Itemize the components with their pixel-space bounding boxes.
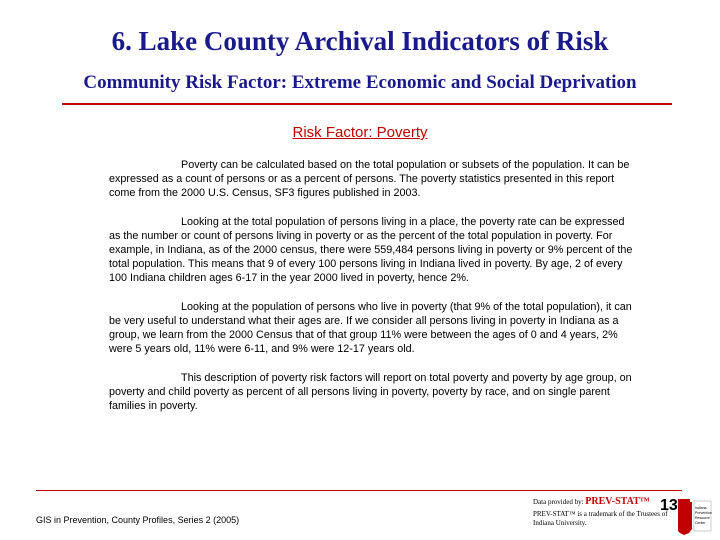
svg-text:Resource: Resource — [695, 516, 710, 520]
page-title: 6. Lake County Archival Indicators of Risk — [111, 26, 609, 56]
svg-text:Indiana: Indiana — [695, 506, 707, 510]
indiana-logo-icon — [674, 497, 712, 537]
section-heading: Risk Factor: Poverty — [292, 124, 428, 141]
credit-prefix: Data provided by: — [533, 498, 584, 506]
footer-divider — [36, 490, 682, 491]
svg-text:Prevention: Prevention — [695, 511, 712, 515]
paragraph-4: This description of poverty risk factors will report on total poverty and poverty by age group, on poverty and child poverty as percent of all persons living in poverty, poverty by race, and on single parent families in poverty. — [109, 372, 632, 412]
body-text — [109, 158, 637, 428]
paragraph-1: Poverty can be calculated based on the total population or subsets of the population. It can be expressed as a count of persons or as a percent of persons. The poverty statistics presented in this report come from the 2000 U.S. Census, SF3 figures published in 2003. — [109, 159, 630, 199]
footer-series-text: GIS in Prevention, County Profiles, Series 2 (2005) — [36, 515, 240, 525]
data-credit — [533, 497, 673, 533]
credit-brand: PREV-STAT™ — [585, 496, 650, 507]
page-number: 13 — [660, 497, 678, 514]
header-divider — [62, 103, 672, 105]
page-subtitle: Community Risk Factor: Extreme Economic and Social Deprivation — [83, 72, 637, 93]
credit-trademark: PREV-STAT™ is a trademark of the Trustees of Indiana University. — [533, 510, 668, 527]
svg-text:Center: Center — [695, 521, 706, 525]
paragraph-2: Looking at the total population of persons living in a place, the poverty rate can be expressed as the number or count of persons living in poverty or as the percent of the total population in poverty. For example, in Indiana, as of the 2000 census, there were 559,484 persons living in poverty or 9% percent of the total population. This means that 9 of every 100 persons living in Indiana lived in poverty. By age, 2 of every 100 Indiana children ages 6-17 in the year 2000 lived in poverty, hence 2%. — [109, 216, 633, 284]
paragraph-3: Looking at the population of persons who live in poverty (that 9% of the total population), it can be very useful to understand what their ages are. If we consider all persons living in poverty in Indiana as a group, we learn from the 2000 Census that of that group 11% were between the ages of 0 and 4 years, 2% were 5 years old, 11% were 6-11, and 9% were 12-17 years old. — [109, 301, 632, 355]
